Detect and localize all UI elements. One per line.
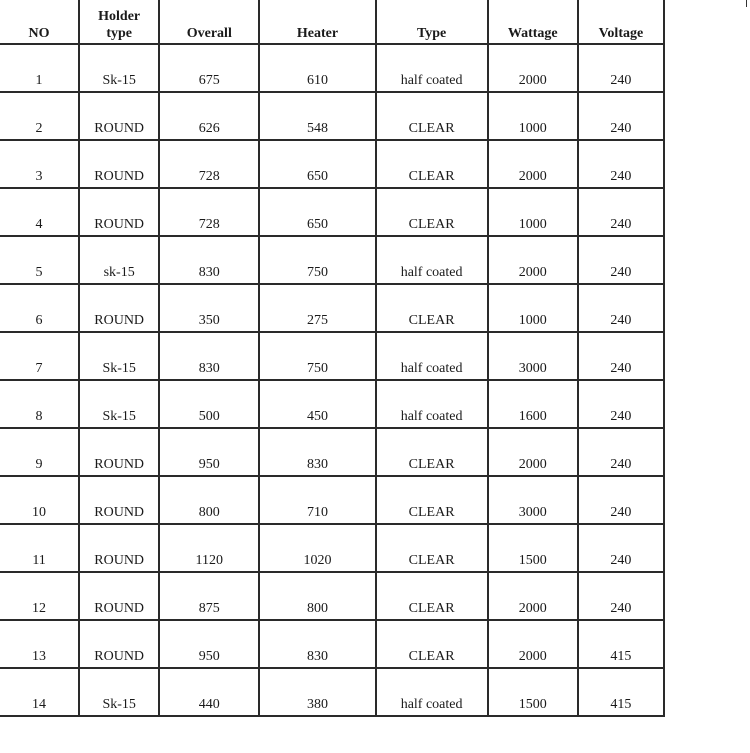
cell-type: half coated: [376, 332, 488, 380]
cell-no: 2: [0, 92, 79, 140]
cell-holder-type: ROUND: [79, 188, 159, 236]
header-heater: Heater: [259, 0, 375, 44]
cell-heater: 548: [259, 92, 375, 140]
cell-type: CLEAR: [376, 620, 488, 668]
cell-voltage: 240: [578, 284, 664, 332]
cell-type: CLEAR: [376, 188, 488, 236]
cell-type: CLEAR: [376, 284, 488, 332]
cell-heater: 830: [259, 620, 375, 668]
cell-wattage: 1500: [488, 524, 578, 572]
cell-wattage: 1500: [488, 668, 578, 716]
table-header: [0, 0, 664, 44]
cell-wattage: 3000: [488, 476, 578, 524]
cell-heater: 650: [259, 188, 375, 236]
cell-type: CLEAR: [376, 572, 488, 620]
cell-heater: 830: [259, 428, 375, 476]
cell-overall: 728: [159, 188, 259, 236]
cell-heater: 650: [259, 140, 375, 188]
header-wattage: Wattage: [488, 0, 578, 44]
cell-voltage: 240: [578, 188, 664, 236]
cell-heater: 750: [259, 236, 375, 284]
edge-mark: [746, 0, 747, 7]
cell-heater: 450: [259, 380, 375, 428]
cell-voltage: 240: [578, 44, 664, 92]
cell-voltage: 240: [578, 524, 664, 572]
cell-wattage: 1600: [488, 380, 578, 428]
cell-overall: 440: [159, 668, 259, 716]
cell-voltage: 240: [578, 572, 664, 620]
cell-no: 12: [0, 572, 79, 620]
cell-overall: 1120: [159, 524, 259, 572]
cell-holder-type: ROUND: [79, 140, 159, 188]
cell-wattage: 1000: [488, 284, 578, 332]
cell-no: 6: [0, 284, 79, 332]
cell-no: 5: [0, 236, 79, 284]
cell-no: 4: [0, 188, 79, 236]
cell-no: 9: [0, 428, 79, 476]
table-row: [0, 668, 664, 716]
cell-voltage: 240: [578, 332, 664, 380]
cell-type: half coated: [376, 380, 488, 428]
cell-type: half coated: [376, 236, 488, 284]
cell-overall: 800: [159, 476, 259, 524]
cell-overall: 675: [159, 44, 259, 92]
cell-overall: 500: [159, 380, 259, 428]
cell-heater: 380: [259, 668, 375, 716]
cell-type: CLEAR: [376, 428, 488, 476]
cell-holder-type: ROUND: [79, 524, 159, 572]
cell-type: CLEAR: [376, 92, 488, 140]
table-row: [0, 476, 664, 524]
table-row: [0, 188, 664, 236]
cell-voltage: 240: [578, 428, 664, 476]
table-row: [0, 92, 664, 140]
header-overall: Overall: [159, 0, 259, 44]
cell-heater: 275: [259, 284, 375, 332]
cell-holder-type: ROUND: [79, 428, 159, 476]
cell-wattage: 1000: [488, 188, 578, 236]
cell-holder-type: ROUND: [79, 476, 159, 524]
cell-heater: 610: [259, 44, 375, 92]
header-holder-line1: Holder: [98, 9, 141, 24]
cell-voltage: 240: [578, 236, 664, 284]
cell-type: half coated: [376, 44, 488, 92]
table-row: [0, 524, 664, 572]
cell-voltage: 415: [578, 668, 664, 716]
header-type: Type: [376, 0, 488, 44]
cell-voltage: 240: [578, 140, 664, 188]
cell-overall: 626: [159, 92, 259, 140]
cell-holder-type: ROUND: [79, 572, 159, 620]
table-row: [0, 236, 664, 284]
cell-holder-type: Sk-15: [79, 332, 159, 380]
cell-overall: 830: [159, 332, 259, 380]
cell-wattage: 2000: [488, 428, 578, 476]
cell-heater: 800: [259, 572, 375, 620]
cell-wattage: 2000: [488, 236, 578, 284]
cell-heater: 1020: [259, 524, 375, 572]
table-row: [0, 380, 664, 428]
cell-no: 3: [0, 140, 79, 188]
cell-holder-type: ROUND: [79, 284, 159, 332]
cell-no: 10: [0, 476, 79, 524]
cell-no: 14: [0, 668, 79, 716]
cell-overall: 875: [159, 572, 259, 620]
header-row: [0, 0, 664, 44]
cell-holder-type: ROUND: [79, 92, 159, 140]
cell-no: 11: [0, 524, 79, 572]
cell-holder-type: sk-15: [79, 236, 159, 284]
table-row: [0, 428, 664, 476]
table-row: [0, 284, 664, 332]
header-holder-type: [79, 0, 159, 44]
cell-type: CLEAR: [376, 140, 488, 188]
cell-no: 1: [0, 44, 79, 92]
cell-wattage: 1000: [488, 92, 578, 140]
table-body: [0, 44, 664, 716]
cell-voltage: 415: [578, 620, 664, 668]
cell-type: CLEAR: [376, 476, 488, 524]
table-row: [0, 620, 664, 668]
cell-holder-type: Sk-15: [79, 668, 159, 716]
cell-wattage: 2000: [488, 572, 578, 620]
cell-voltage: 240: [578, 380, 664, 428]
header-holder-line2: type: [106, 26, 132, 41]
cell-heater: 750: [259, 332, 375, 380]
cell-holder-type: ROUND: [79, 620, 159, 668]
cell-type: CLEAR: [376, 524, 488, 572]
table-row: [0, 44, 664, 92]
cell-overall: 830: [159, 236, 259, 284]
header-no: NO: [0, 0, 79, 44]
cell-overall: 350: [159, 284, 259, 332]
cell-wattage: 3000: [488, 332, 578, 380]
cell-overall: 728: [159, 140, 259, 188]
cell-wattage: 2000: [488, 44, 578, 92]
table-row: [0, 332, 664, 380]
table-row: [0, 572, 664, 620]
cell-holder-type: Sk-15: [79, 380, 159, 428]
header-voltage: Voltage: [578, 0, 664, 44]
cell-heater: 710: [259, 476, 375, 524]
cell-no: 13: [0, 620, 79, 668]
cell-type: half coated: [376, 668, 488, 716]
cell-voltage: 240: [578, 476, 664, 524]
cell-no: 7: [0, 332, 79, 380]
table-row: [0, 140, 664, 188]
cell-wattage: 2000: [488, 620, 578, 668]
cell-wattage: 2000: [488, 140, 578, 188]
cell-overall: 950: [159, 428, 259, 476]
cell-overall: 950: [159, 620, 259, 668]
cell-holder-type: Sk-15: [79, 44, 159, 92]
cell-no: 8: [0, 380, 79, 428]
cell-voltage: 240: [578, 92, 664, 140]
